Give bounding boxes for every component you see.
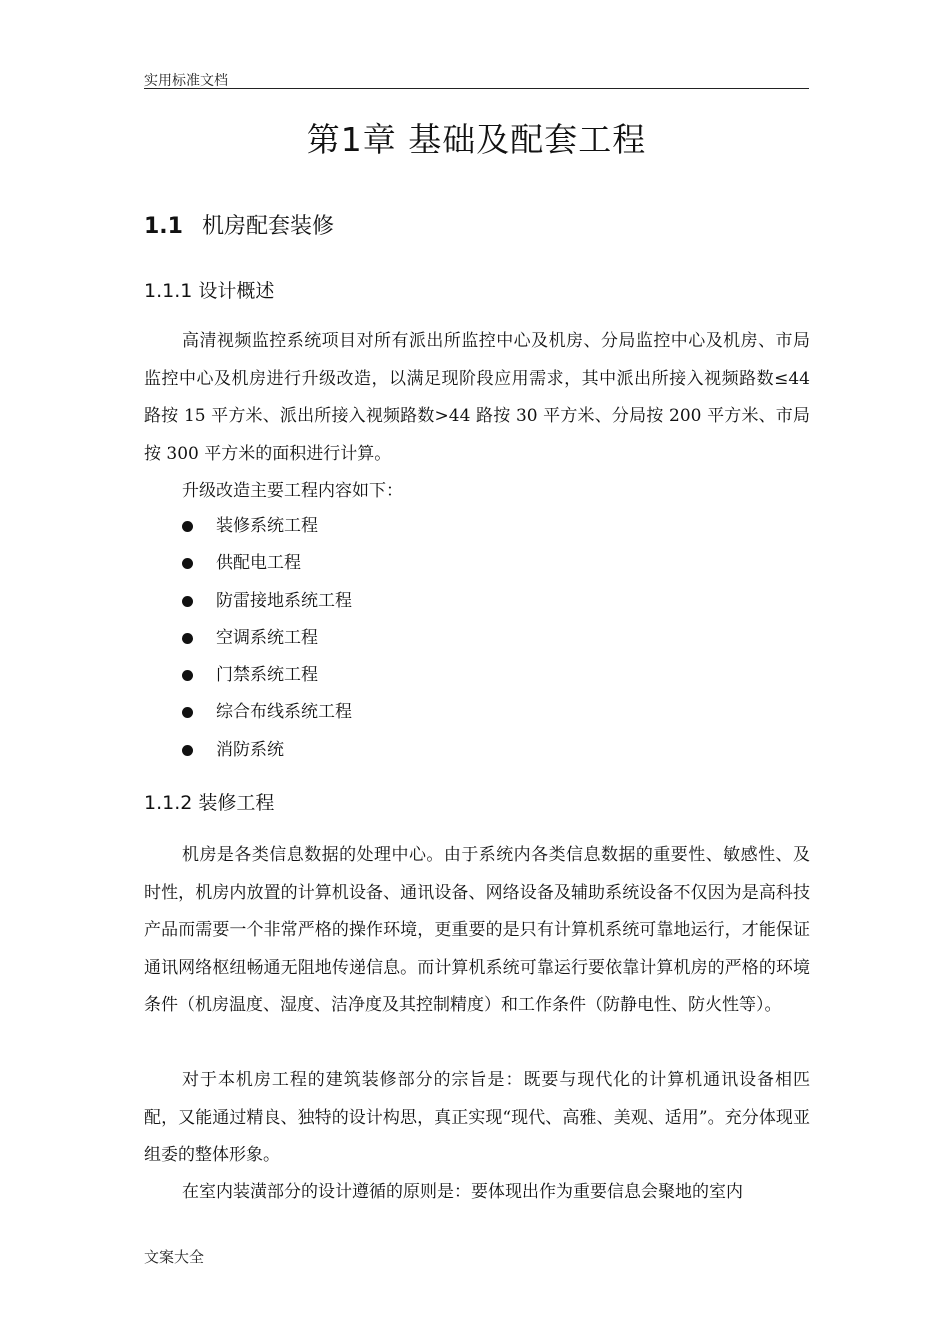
header-divider bbox=[144, 88, 809, 89]
bullet-icon bbox=[182, 521, 193, 532]
section-heading bbox=[144, 209, 334, 240]
bullet-icon bbox=[182, 596, 193, 607]
subsection-heading-2: 1.1.2 装修工程 bbox=[144, 792, 275, 814]
paragraph: 对于本机房工程的建筑装修部分的宗旨是：既要与现代化的计算机通讯设备相匹配，又能通过精良、独特的设计构思，真正实现“现代、高雅、美观、适用”。充分体现亚组委的整体形象。 bbox=[144, 1070, 810, 1165]
bullet-icon bbox=[182, 633, 193, 644]
list-item-text: 综合布线系统工程 bbox=[216, 702, 352, 723]
bullet-icon bbox=[182, 558, 193, 569]
list-item bbox=[144, 620, 352, 657]
paragraph: 高清视频监控系统项目对所有派出所监控中心及机房、分局监控中心及机房、市局监控中心及机房进行升级改造，以满足现阶段应用需求，其中派出所接入视频路数≤44 路按 15 平方米、派出所接入视频路数>44 路按 30 平方米、分局按 200 平方米、市局按 300 平方米的面积进行计算。 bbox=[144, 331, 810, 464]
bullet-list bbox=[144, 508, 352, 769]
list-item bbox=[144, 694, 352, 731]
list-item-text: 空调系统工程 bbox=[216, 627, 318, 648]
paragraph: 在室内装潢部分的设计遵循的原则是：要体现出作为重要信息会聚地的室内 bbox=[182, 1182, 743, 1202]
page-header: 实用标准文档 bbox=[144, 73, 228, 89]
list-item bbox=[144, 508, 352, 545]
bullet-icon bbox=[182, 707, 193, 718]
list-item-text: 门禁系统工程 bbox=[216, 665, 318, 686]
list-item-text: 装修系统工程 bbox=[216, 516, 318, 536]
list-item bbox=[144, 583, 352, 620]
paragraph: 升级改造主要工程内容如下： bbox=[182, 481, 403, 501]
section-number: 1.1 bbox=[144, 214, 183, 239]
bullet-icon bbox=[182, 670, 193, 681]
list-item bbox=[144, 732, 352, 769]
chapter-title: 第1章 基础及配套工程 bbox=[306, 120, 647, 159]
page-footer: 文案大全 bbox=[144, 1248, 205, 1266]
bullet-icon bbox=[182, 745, 193, 756]
subsection-heading-1: 1.1.1 设计概述 bbox=[144, 280, 275, 302]
section-title: 机房配套装修 bbox=[202, 214, 335, 239]
list-item-text: 供配电工程 bbox=[216, 553, 301, 574]
list-item-text: 消防系统 bbox=[216, 739, 284, 760]
list-item-text: 防雷接地系统工程 bbox=[216, 590, 352, 611]
list-item bbox=[144, 545, 352, 582]
list-item bbox=[144, 657, 352, 694]
paragraph: 机房是各类信息数据的处理中心。由于系统内各类信息数据的重要性、敏感性、及时性，机房内放置的计算机设备、通讯设备、网络设备及辅助系统设备不仅因为是高科技产品而需要一个非常严格的操作环境，更重要的是只有计算机系统可靠地运行，才能保证通讯网络枢纽畅通无阻地传递信息。而计算机系统可靠运行要依靠计算机房的严格的环境条件（机房温度、湿度、洁净度及其控制精度）和工作条件（防静电性、防火性等）。 bbox=[144, 845, 810, 1015]
